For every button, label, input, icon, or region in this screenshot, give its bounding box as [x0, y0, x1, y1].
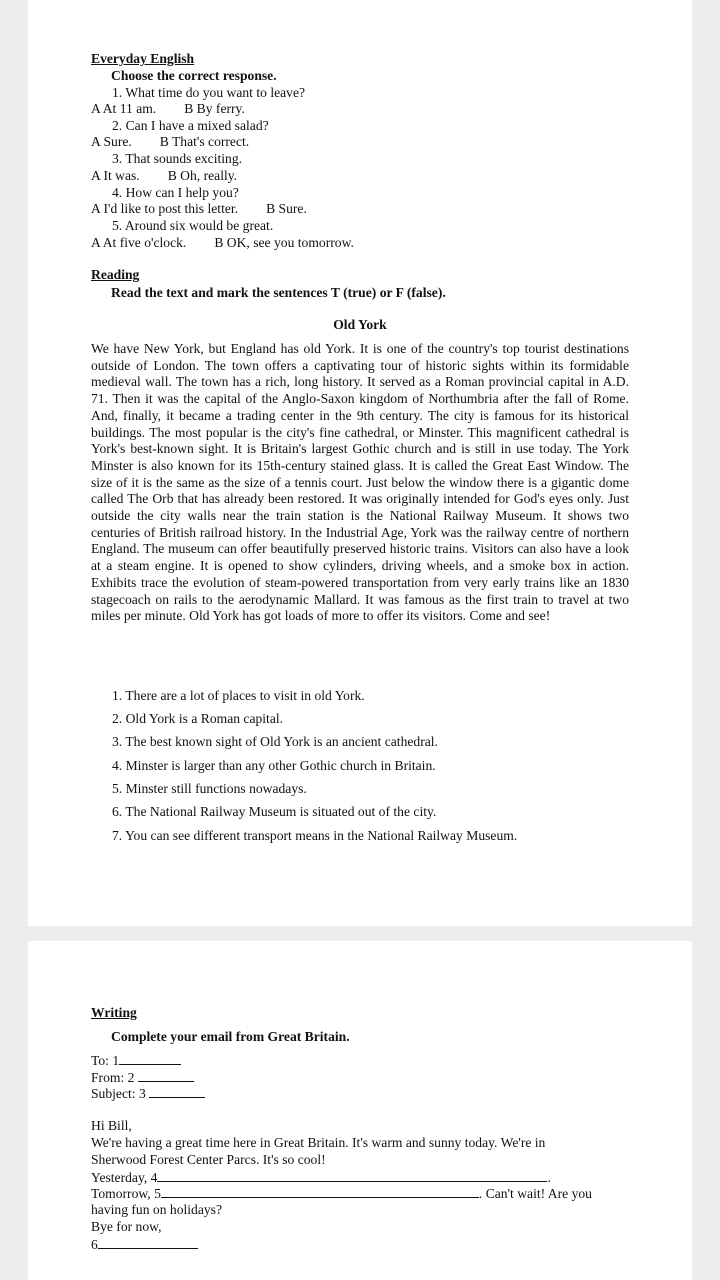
statement-item: 1. There are a lot of places to visit in old York. — [112, 688, 365, 703]
signature-blank[interactable] — [98, 1236, 198, 1249]
email-subject-label: Subject: 3 — [91, 1086, 146, 1101]
email-from-label: From: 2 — [91, 1070, 135, 1085]
reading-instruction: Read the text and mark the sentences T (true) or F (false). — [111, 285, 446, 300]
statement-item: 4. Minster is larger than any other Gothic church in Britain. — [112, 758, 436, 773]
tomorrow-end: . Can't wait! Are you — [478, 1186, 592, 1201]
email-body-line: having fun on holidays? — [91, 1202, 223, 1217]
option-a[interactable]: A I'd like to post this letter. — [91, 201, 239, 216]
reading-text: We have New York, but England has old York. It is one of the country's top tourist destinations outside of London. The town offers a captivating tour of historic sights within its formidable medieval wall. The town has a rich, long history. It served as a Roman provincial capital in A.D. 71. Then it was the capital of the Anglo-Saxon kingdom of Northumbria after the fall of Rome. And, finally, it became a trading center in the 9th century. The city is famous for its historical buildings. The most popular is the city's fine cathedral, or Minster. This magnificent cathedral is York's best-known sight. It is Britain's largest Gothic church and is still in use today. The York Minster is also known for its 15th-century stained glass. It is called the Great East Window. The size of it is the same as the size of a tennis court. Just below the window there is a gigantic dome called The Orb that has already been restored. It was originally intended for God's eyes only. Just outside the city walls near the train station is the National Railway Museum. It shows two centuries of British railroad history. In the Industrial Age, York was the railway centre of northern England. The museum can offer beautifully preserved historic trains. Visitors can also have a look at a steam engine. It is opened to show cylinders, driving wheels, and a smoke box in action. Exhibits trace the evolution of steam-powered transportation from very early trains like an 1830 stagecoach on rails to the aerodynamic Mallard. It was famous as the first train to travel at two miles per minute. Old York has got loads of more to offer its visitors. Come and see! — [91, 341, 629, 624]
everyday-question: 3. That sounds exciting. — [112, 151, 243, 166]
yesterday-end: . — [547, 1170, 551, 1185]
option-a[interactable]: A At 11 am. — [91, 101, 157, 116]
option-b[interactable]: B Sure. — [266, 201, 307, 216]
document-page-2 — [28, 941, 692, 1280]
email-to-label: To: 1 — [91, 1053, 120, 1068]
tomorrow-blank[interactable] — [161, 1185, 479, 1198]
yesterday-label: Yesterday, 4 — [91, 1170, 158, 1185]
statement-item: 2. Old York is a Roman capital. — [112, 711, 284, 726]
email-body-line: We're having a great time here in Great Britain. It's warm and sunny today. We're in — [91, 1135, 546, 1150]
statement-item: 6. The National Railway Museum is situated out of the city. — [112, 804, 437, 819]
option-b[interactable]: B That's correct. — [159, 134, 250, 149]
option-b[interactable]: B By ferry. — [184, 101, 245, 116]
email-subject-line — [91, 1085, 205, 1103]
reading-heading: Reading — [91, 267, 140, 282]
email-to-line — [91, 1052, 181, 1070]
everyday-question: 1. What time do you want to leave? — [112, 85, 306, 100]
everyday-answer-row — [91, 235, 354, 252]
everyday-instruction: Choose the correct response. — [111, 68, 277, 83]
email-closing: Bye for now, — [91, 1219, 162, 1234]
email-from-blank[interactable] — [138, 1069, 194, 1082]
statement-item: 7. You can see different transport means in the National Railway Museum. — [112, 828, 518, 843]
email-body-line: Sherwood Forest Center Parcs. It's so cool! — [91, 1152, 326, 1167]
everyday-question: 4. How can I help you? — [112, 185, 239, 200]
option-a[interactable]: A At five o'clock. — [91, 235, 187, 250]
statement-item: 5. Minster still functions nowadays. — [112, 781, 307, 796]
email-subject-blank[interactable] — [149, 1085, 205, 1098]
email-greeting: Hi Bill, — [91, 1118, 132, 1133]
everyday-answer-row — [91, 168, 237, 185]
everyday-answer-row — [91, 201, 307, 218]
option-b[interactable]: B Oh, really. — [167, 168, 238, 183]
email-signature-line — [91, 1236, 198, 1254]
option-a[interactable]: A Sure. — [91, 134, 132, 149]
document-page-1 — [28, 0, 692, 926]
tomorrow-label: Tomorrow, 5 — [91, 1186, 161, 1201]
yesterday-blank[interactable] — [157, 1169, 547, 1182]
everyday-question: 5. Around six would be great. — [112, 218, 274, 233]
writing-heading: Writing — [91, 1005, 137, 1020]
everyday-english-heading: Everyday English — [91, 51, 195, 66]
everyday-answer-row — [91, 134, 249, 151]
statement-item: 3. The best known sight of Old York is an ancient cathedral. — [112, 734, 438, 749]
signature-label: 6 — [91, 1237, 98, 1252]
email-to-blank[interactable] — [119, 1052, 181, 1065]
option-a[interactable]: A It was. — [91, 168, 140, 183]
writing-instruction: Complete your email from Great Britain. — [111, 1029, 350, 1044]
option-b[interactable]: B OK, see you tomorrow. — [214, 235, 354, 250]
everyday-answer-row — [91, 101, 245, 118]
everyday-question: 2. Can I have a mixed salad? — [112, 118, 269, 133]
email-tomorrow-line — [91, 1185, 592, 1203]
reading-title: Old York — [333, 317, 387, 332]
